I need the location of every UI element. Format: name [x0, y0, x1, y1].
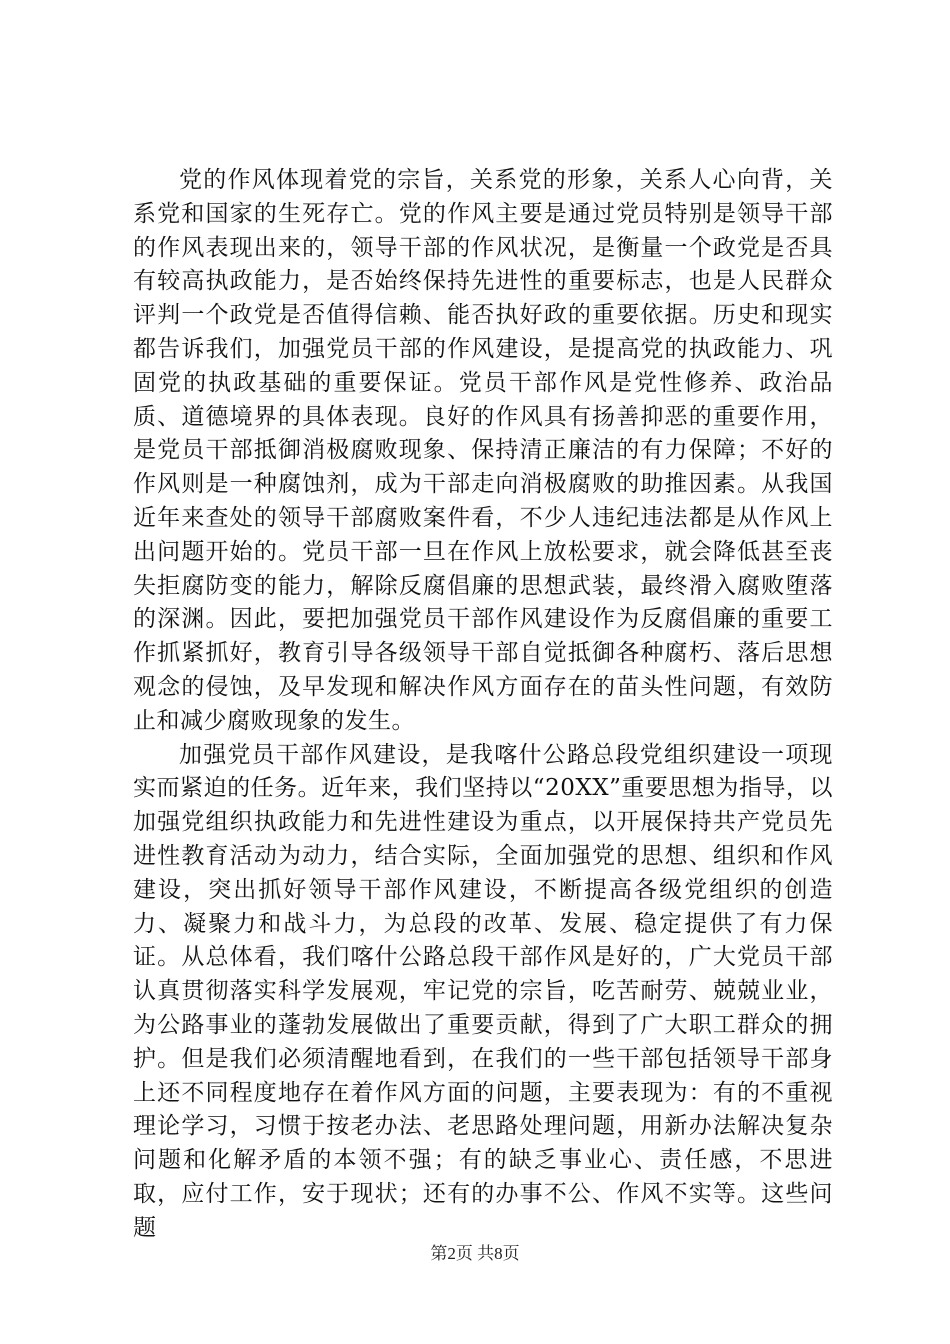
page-footer: 第2页 共8页: [430, 1244, 520, 1263]
paragraph: 党的作风体现着党的宗旨，关系党的形象，关系人心向背，关系党和国家的生死存亡。党的作风主要是通过党员特别是领导干部的作风表现出来的，领导干部的作风状况，是衡量一个政党是否具有较高执政能力，是否始终保持先进性的重要标志，也是人民群众评判一个政党是否值得信赖、能否执好政的重要依据。历史和现实都告诉我们，加强党员干部的作风建设，是提高党的执政能力、巩固党的执政基础的重要保证。党员干部作风是党性修养、政治品质、道德境界的具体表现。良好的作风具有扬善抑恶的重要作用，是党员干部抵御消极腐败现象、保持清正廉洁的有力保障；不好的作风则是一种腐蚀剂，成为干部走向消极腐败的助推因素。从我国近年来查处的领导干部腐败案件看，不少人违纪违法都是从作风上出问题开始的。党员干部一旦在作风上放松要求，就会降低甚至丧失拒腐防变的能力，解除反腐倡廉的思想武装，最终滑入腐败堕落的深渊。因此，要把加强党员干部作风建设作为反腐倡廉的重要工作抓紧抓好，教育引导各级领导干部自觉抵御各种腐朽、落后思想观念的侵蚀，及早发现和解决作风方面存在的苗头性问题，有效防止和减少腐败现象的发生。: [133, 167, 833, 734]
document-body: [133, 164, 833, 1246]
paragraph: 加强党员干部作风建设，是我喀什公路总段党组织建设一项现实而紧迫的任务。近年来，我们坚持以“20XX”重要思想为指导，以加强党组织执政能力和先进性建设为重点，以开展保持共产党员先进性教育活动为动力，结合实际，全面加强党的思想、组织和作风建设，突出抓好领导干部作风建设，不断提高各级党组织的创造力、凝聚力和战斗力，为总段的改革、发展、稳定提供了有力保证。从总体看，我们喀什公路总段干部作风是好的，广大党员干部认真贯彻落实科学发展观，牢记党的宗旨，吃苦耐劳、兢兢业业，为公路事业的蓬勃发展做出了重要贡献，得到了广大职工群众的拥护。但是我们必须清醒地看到，在我们的一些干部包括领导干部身上还不同程度地存在着作风方面的问题，主要表现为：有的不重视理论学习，习惯于按老办法、老思路处理问题，用新办法解决复杂问题和化解矛盾的本领不强；有的缺乏事业心、责任感，不思进取，应付工作，安于现状；还有的办事不公、作风不实等。这些问题: [133, 741, 833, 1241]
